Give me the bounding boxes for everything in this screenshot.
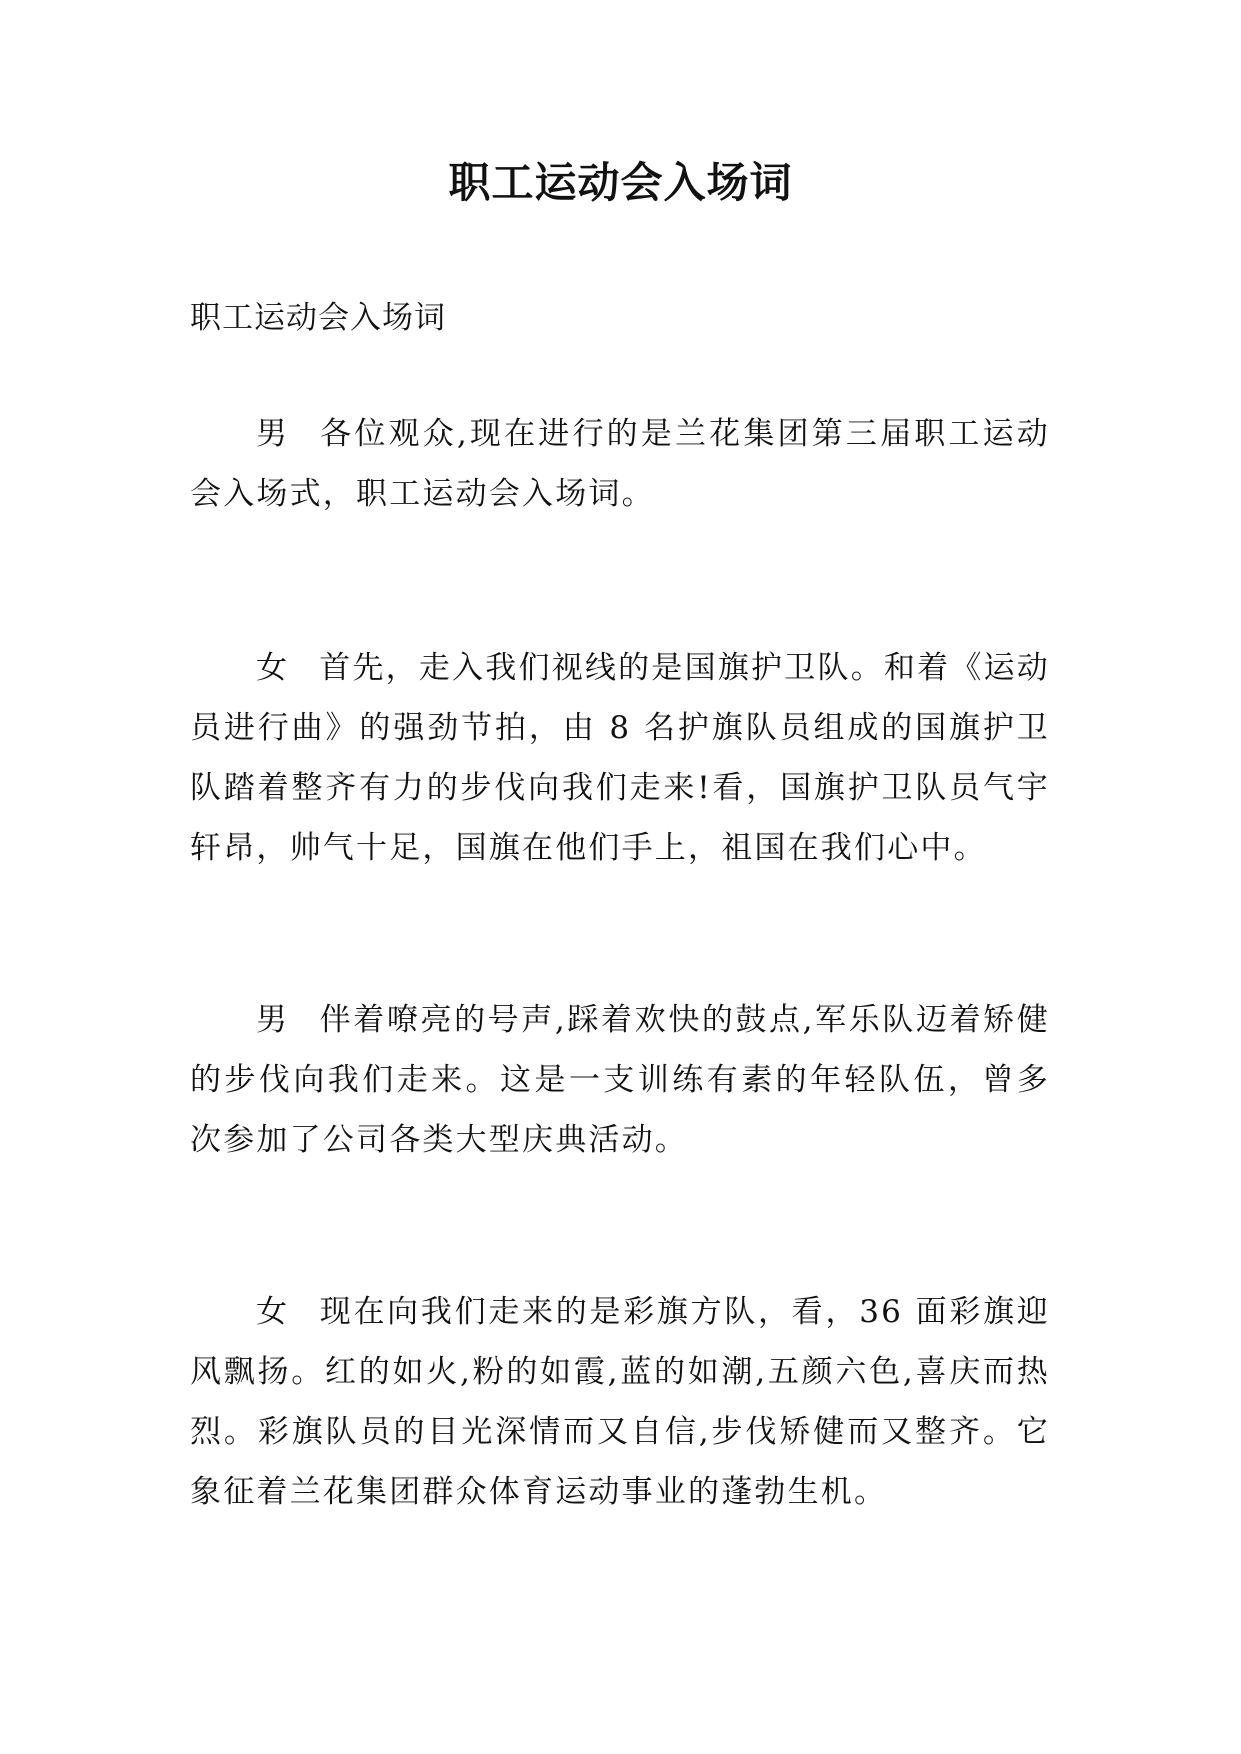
paragraph-text: 伴着嘹亮的号声,踩着欢快的鼓点,军乐队迈着矫健的步伐向我们走来。这是一支训练有素的年轻队伍，曾多次参加了公司各类大型庆典活动。 — [190, 1002, 1050, 1158]
speaker-label: 女 — [256, 1294, 290, 1330]
speaker-label: 男 — [256, 416, 290, 452]
paragraph-text: 各位观众,现在进行的是兰花集团第三届职工运动会入场式，职工运动会入场词。 — [190, 416, 1050, 512]
paragraph-1 — [190, 404, 1050, 524]
paragraph-4 — [190, 1282, 1050, 1522]
paragraph-2 — [190, 638, 1050, 878]
document-subtitle: 职工运动会入场词 — [190, 300, 446, 336]
speaker-label: 女 — [256, 650, 290, 686]
paragraph-text: 首先，走入我们视线的是国旗护卫队。和着《运动员进行曲》的强劲节拍，由 8 名护旗队员组成的国旗护卫队踏着整齐有力的步伐向我们走来!看，国旗护卫队员气宇轩昂，帅气十足，国旗在他们手上，祖国在我们心中。 — [190, 650, 1050, 866]
speaker-label: 男 — [256, 1002, 290, 1038]
document-title: 职工运动会入场词 — [448, 158, 793, 207]
paragraph-3 — [190, 990, 1050, 1170]
paragraph-text: 现在向我们走来的是彩旗方队，看，36 面彩旗迎风飘扬。红的如火,粉的如霞,蓝的如潮,五颜六色,喜庆而热烈。彩旗队员的目光深情而又自信,步伐矫健而又整齐。它象征着兰花集团群众体育运动事业的蓬勃生机。 — [190, 1294, 1050, 1510]
